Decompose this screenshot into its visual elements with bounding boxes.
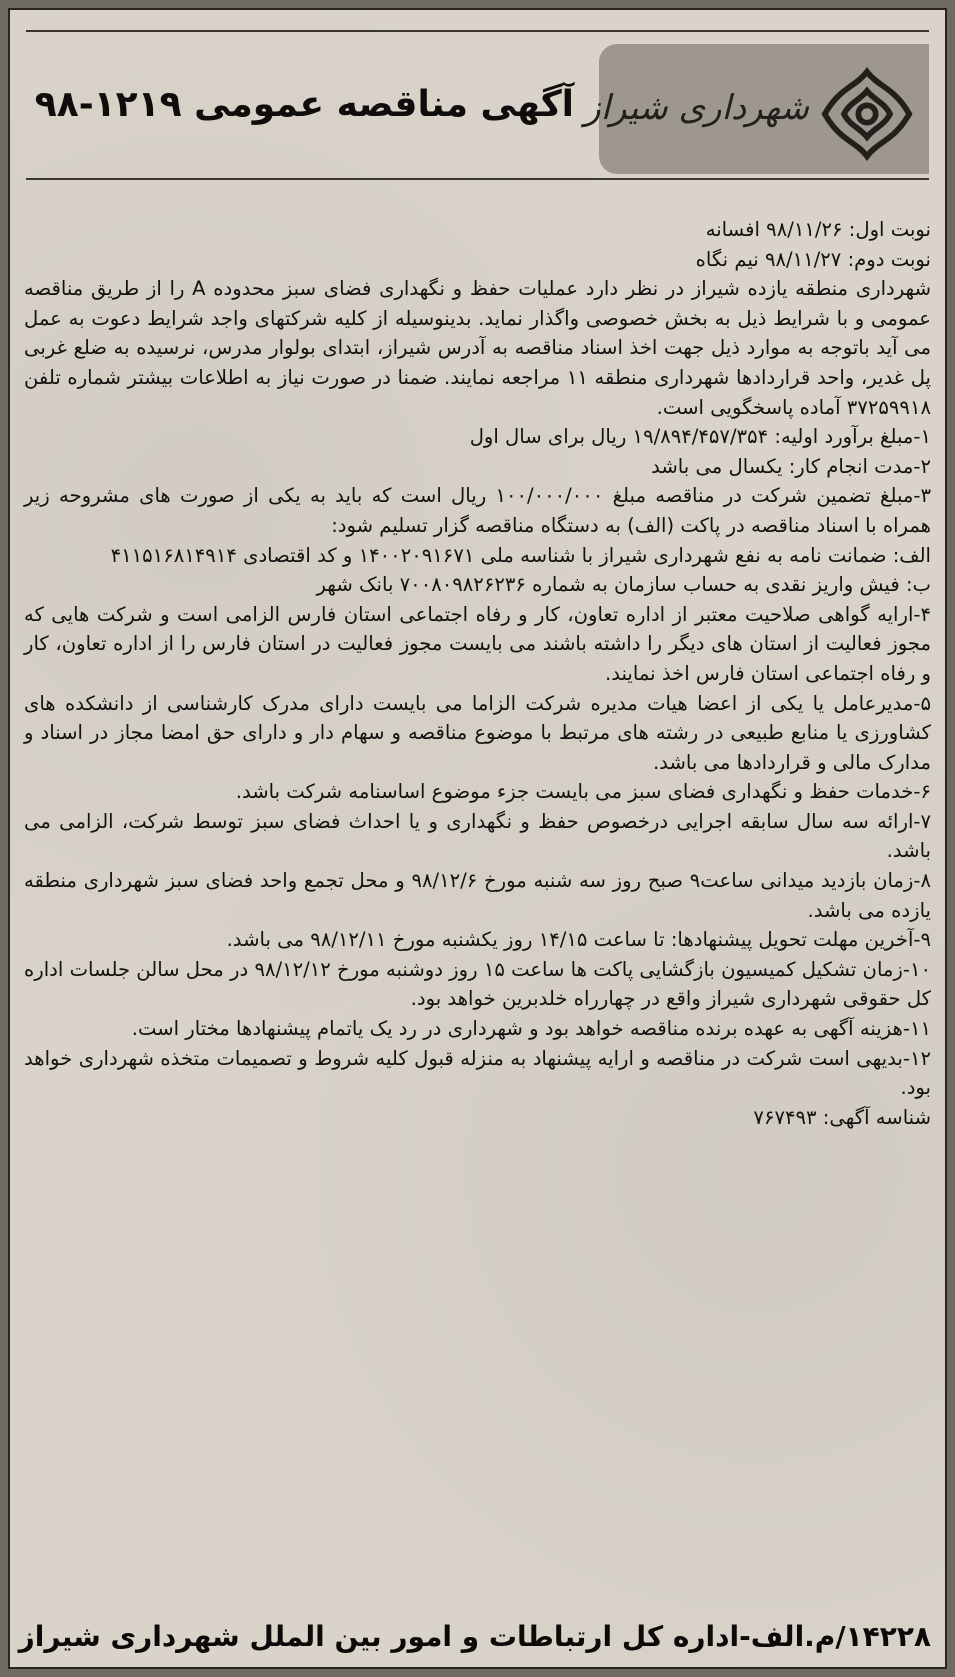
- condition-3a: الف: ضمانت نامه به نفع شهرداری شیراز با شناسه ملی ۱۴۰۰۲۰۹۱۶۷۱ و کد اقتصادی ۴۱۱۵۱۶۸۱۴۹۱۴: [110, 543, 931, 567]
- intro-paragraph: شهرداری منطقه یازده شیراز در نظر دارد عملیات حفظ و نگهداری فضای سبز محدوده A را از طریق مناقصه عمومی و با شرایط ذیل به بخش خصوصی واگذار نماید. بدینوسیله از کلیه شرکتهای واجد شرایط دعوت به عمل می آید باتوجه به موارد ذیل جهت اخذ اسناد مناقصه به آدرس شیراز، ابتدای بولوار مدرس، نرسیده به ضلع غربی پل غدیر، واحد قراردادها شهرداری منطقه ۱۱ مراجعه نمایند. ضمنا در صورت نیاز به اطلاعات بیشتر شماره تلفن ۳۷۲۵۹۹۱۸ آماده پاسخگویی است.: [24, 277, 931, 419]
- shiraz-municipality-logo-icon: [819, 66, 915, 162]
- condition-4: ۴-ارایه گواهی صلاحیت معتبر از اداره تعاون، کار و رفاه اجتماعی استان فارس الزامی است و شرکت هایی که مجوز فعالیت از استان های دیگر را داشته باشند می بایست مجوز فعالیت در استان فارس را از اداره تعاون، کار و رفاه اجتماعی استان فارس اخذ نمایند.: [24, 602, 931, 685]
- first-publication-line: نوبت اول: ۹۸/۱۱/۲۶ افسانه: [705, 218, 931, 241]
- condition-11: ۱۱-هزینه آگهی به عهده برنده مناقصه خواهد بود و شهرداری در رد یک یاتمام پیشنهادها مختار است.: [131, 1017, 931, 1041]
- condition-6: ۶-خدمات حفظ و نگهداری فضای سبز می بایست جزء موضوع اساسنامه شرکت باشد.: [235, 780, 931, 804]
- logo-text: شهرداری شیراز: [584, 88, 809, 128]
- notice-footer: ۱۴۲۲۸/م.الف-اداره کل ارتباطات و امور بین الملل شهرداری شیراز: [18, 1620, 931, 1653]
- second-publication-line: نوبت دوم: ۹۸/۱۱/۲۷ نیم نگاه: [695, 247, 931, 271]
- condition-8: ۸-زمان بازدید میدانی ساعت۹ صبح روز سه شنبه مورخ ۹۸/۱۲/۶ و محل تجمع واحد فضای سبز شهرداری منطقه یازده می باشد.: [24, 869, 931, 922]
- condition-7: ۷-ارائه سه سال سابقه اجرایی درخصوص حفظ و نگهداری و یا احداث فضای سبز توسط شرکت، الزامی می باشد.: [24, 809, 931, 863]
- notice-title: آگهی مناقصه عمومی ۱۲۱۹-۹۸: [34, 84, 574, 125]
- condition-12: ۱۲-بدیهی است شرکت در مناقصه و ارایه پیشنهاد به منزله قبول کلیه شروط و تصمیمات متخذه شهرداری خواهد بود.: [24, 1046, 931, 1100]
- condition-1: ۱-مبلغ برآورد اولیه: ۱۹/۸۹۴/۴۵۷/۳۵۴ ریال برای سال اول: [469, 425, 931, 449]
- logo-panel: [584, 44, 929, 174]
- condition-5: ۵-مدیرعامل یا یکی از اعضا هیات مدیره شرکت الزاما می بایست دارای مدرک کارشناسی از دانشکده های کشاورزی یا منابع طبیعی در رشته های مرتبط با موضوع مناقصه و سهام دار و دارای حق امضا مجاز در اسناد و مدارک مالی و قراردادها می باشد.: [24, 691, 931, 774]
- condition-10: ۱۰-زمان تشکیل کمیسیون بازگشایی پاکت ها ساعت ۱۵ روز دوشنبه مورخ ۹۸/۱۲/۱۲ در محل سالن جلسات اداره کل حقوقی شهرداری شیراز واقع در چهارراه خلدبرین خواهد بود.: [24, 957, 931, 1011]
- notice-body: [24, 215, 931, 1132]
- condition-3b: ب: فیش واریز نقدی به حساب سازمان به شماره ۷۰۰۸۰۹۸۲۶۲۳۶ بانک شهر: [316, 573, 931, 597]
- condition-9: ۹-آخرین مهلت تحویل پیشنهادها: تا ساعت ۱۴/۱۵ روز یکشنبه مورخ ۹۸/۱۲/۱۱ می باشد.: [226, 928, 931, 952]
- notice-id: شناسه آگهی: ۷۶۷۴۹۳: [753, 1105, 931, 1129]
- notice-header: [26, 30, 929, 180]
- condition-2: ۲-مدت انجام کار: یکسال می باشد: [651, 454, 931, 478]
- condition-3: ۳-مبلغ تضمین شرکت در مناقصه مبلغ ۱۰۰/۰۰۰/۰۰۰ ریال است که باید به یکی از صورت های مشروحه زیر همراه با اسناد مناقصه در پاکت (الف) به دستگاه مناقصه گزار تسلیم شود:: [24, 484, 931, 537]
- tender-notice: [8, 8, 947, 1669]
